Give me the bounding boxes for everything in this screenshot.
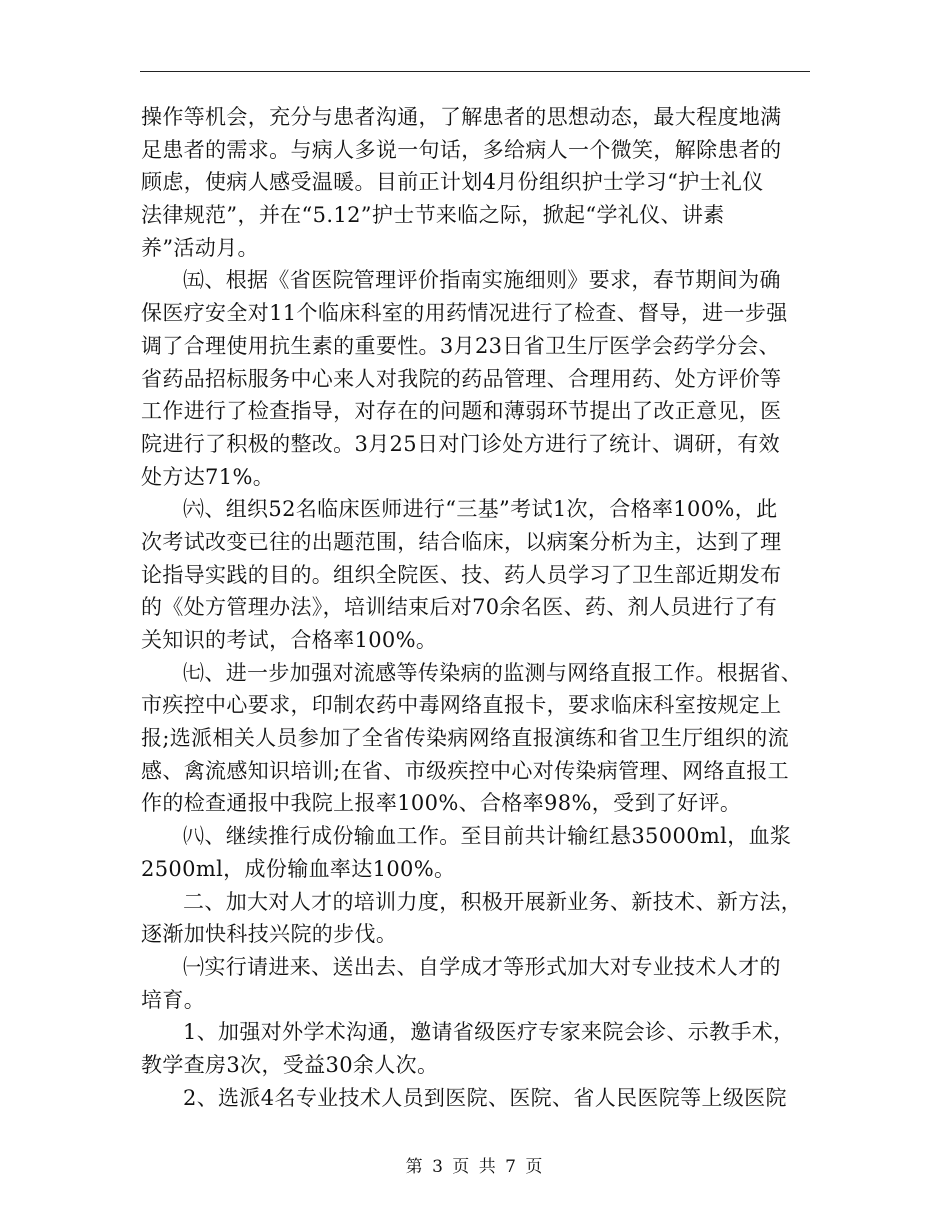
paragraph-start-line: 2、选派4名专业技术人员到医院、医院、省人民医院等上级医院 (183, 1085, 787, 1110)
document-body (141, 101, 813, 1114)
text-line: 省药品招标服务中心来人对我院的药品管理、合理用药、处方评价等 (141, 366, 782, 391)
text-line: 培育。 (141, 987, 206, 1012)
text-line: 足患者的需求。与病人多说一句话，多给病人一个微笑，解除患者的 (141, 137, 782, 162)
section-heading-line: 二、加大对人才的培训力度，积极开展新业务、新技术、新方法， (183, 889, 803, 914)
paragraph-start-line: ㈧、继续推行成份输血工作。至目前共计输红悬35000ml，血浆 (183, 824, 792, 849)
text-line: 调了合理使用抗生素的重要性。3月23日省卫生厅医学会药学分会、 (141, 333, 780, 358)
text-line: 养”活动月。 (141, 235, 259, 260)
text-line: 工作进行了检查指导，对存在的问题和薄弱环节提出了改正意见，医 (141, 399, 782, 424)
text-line: 关知识的考试，合格率100%。 (141, 628, 438, 652)
text-line: 市疾控中心要求，印制农药中毒网络直报卡，要求临床科室按规定上 (141, 693, 782, 718)
text-line: 教学查房3次，受益30余人次。 (141, 1052, 439, 1077)
text-line: 处方达71%。 (141, 464, 275, 489)
text-line: 院进行了积极的整改。3月25日对门诊处方进行了统计、调研，有效 (141, 431, 780, 456)
paragraph-start-line: ㈠实行请进来、送出去、自学成才等形式加大对专业技术人才的 (183, 954, 781, 979)
text-line: 操作等机会，充分与患者沟通，了解患者的思想动态，最大程度地满 (141, 105, 782, 129)
text-line: 次考试改变已往的出题范围，结合临床，以病案分析为主，达到了理 (141, 529, 782, 554)
page-number-footer: 第 3 页 共 7 页 (405, 1157, 545, 1177)
text-line: 法律规范”，并在“5.12”护士节来临之际，掀起“学礼仪、讲素 (141, 203, 725, 228)
text-line: 顾虑，使病人感受温暖。目前正计划4月份组织护士学习“护士礼仪 (141, 170, 764, 195)
paragraph-start-line: ㈤、根据《省医院管理评价指南实施细则》要求，春节期间为确 (183, 268, 781, 293)
text-line: 2500ml，成份输血率达100%。 (141, 856, 456, 881)
text-line: 报;选派相关人员参加了全省传染病网络直报演练和省卫生厅组织的流 (141, 726, 789, 751)
header-rule (140, 71, 810, 72)
paragraph-start-line: 1、加强对外学术沟通，邀请省级医疗专家来院会诊、示教手术， (183, 1020, 795, 1045)
text-line: 作的检查通报中我院上报率100%、合格率98%，受到了好评。 (141, 791, 742, 816)
paragraph-start-line: ㈦、进一步加强对流感等传染病的监测与网络直报工作。根据省、 (183, 660, 803, 685)
text-line: 论指导实践的目的。组织全院医、技、药人员学习了卫生部近期发布 (141, 562, 782, 587)
text-line: 保医疗安全对11个临床科室的用药情况进行了检查、督导，进一步强 (141, 301, 788, 326)
text-line: 逐渐加快科技兴院的步伐。 (141, 922, 398, 947)
text-line: 感、禽流感知识培训;在省、市级疾控中心对传染病管理、网络直报工 (141, 758, 789, 783)
paragraph-start-line: ㈥、组织52名临床医师进行“三基”考试1次，合格率100%，此 (183, 497, 778, 522)
text-line: 的《处方管理办法》，培训结束后对70余名医、药、剂人员进行了有 (141, 595, 778, 620)
